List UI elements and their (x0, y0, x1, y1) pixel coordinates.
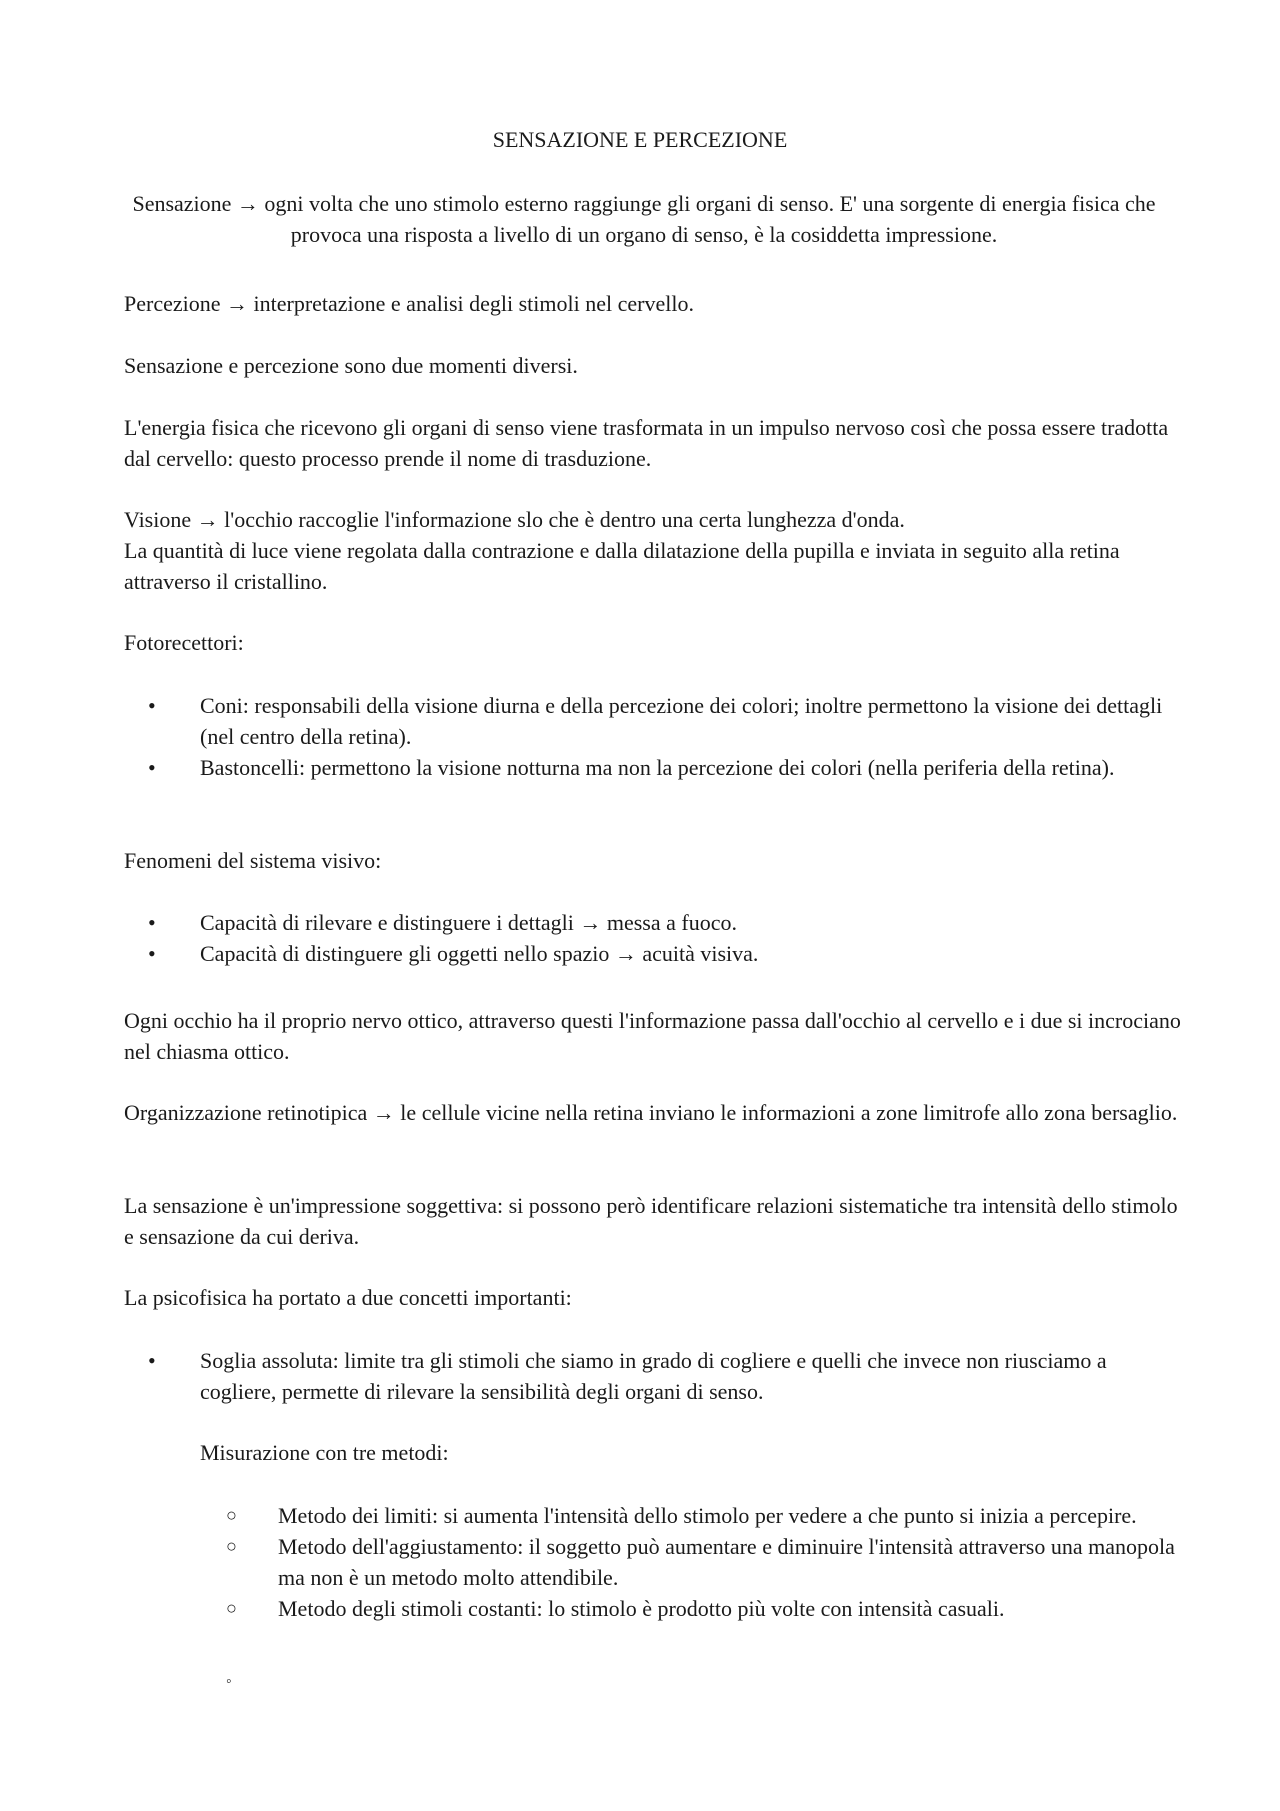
sub-bullet-marker: ○ (226, 1536, 237, 1556)
bullet-marker: • (148, 693, 156, 718)
bullet-marker: • (148, 941, 156, 966)
bullet-marker: • (148, 1348, 156, 1373)
empty-sub-bullet-marker: ◦ (226, 1673, 232, 1690)
heading-fenomeni: Fenomeni del sistema visivo: (124, 848, 382, 873)
list-metodi (200, 1500, 1180, 1624)
list-item (200, 1500, 1180, 1531)
paragraph-trasduzione: L'energia fisica che ricevono gli organi di senso viene trasformata in un impulso nervoso così che possa essere tradotta dal cervello: questo processo prende il nome di trasduzione. (124, 415, 1169, 471)
list-item-text: Capacità di rilevare e distinguere i dettagli → messa a fuoco. (200, 910, 737, 935)
paragraph-soggettiva: La sensazione è un'impressione soggettiva: si possono però identificare relazioni sistematiche tra intensità dello stimolo e sensazione da cui deriva. (124, 1193, 1178, 1249)
list-item (200, 1593, 1180, 1624)
list-item (124, 938, 1184, 969)
paragraph-retinotopica: Organizzazione retinotipica → le cellule vicine nella retina inviano le informazioni a zone limitrofe allo zona bersaglio. (124, 1100, 1178, 1125)
page-title: SENSAZIONE E PERCEZIONE (492, 127, 788, 152)
list-concetti (124, 1345, 1184, 1407)
list-item (124, 907, 1184, 938)
paragraph-nervo-ottico: Ogni occhio ha il proprio nervo ottico, attraverso questi l'informazione passa dall'occhio al cervello e i due si incrociano nel chiasma ottico. (124, 1008, 1181, 1064)
sub-bullet-marker: ○ (226, 1598, 237, 1618)
paragraph-momenti: Sensazione e percezione sono due momenti diversi. (124, 353, 578, 378)
heading-fotorecettori: Fotorecettori: (124, 630, 244, 655)
list-item-text: Metodo dell'aggiustamento: il soggetto può aumentare e diminuire l'intensità attraverso una manopola ma non è un metodo molto attendibile. (278, 1534, 1175, 1590)
list-item (124, 752, 1184, 783)
list-fenomeni (124, 907, 1184, 969)
list-item-text: Metodo dei limiti: si aumenta l'intensità dello stimolo per vedere a che punto si inizia a percepire. (278, 1503, 1137, 1528)
paragraph-misurazione: Misurazione con tre metodi: (200, 1440, 449, 1465)
list-item (124, 690, 1184, 752)
paragraph-psicofisica: La psicofisica ha portato a due concetti importanti: (124, 1285, 572, 1310)
list-fotorecettori (124, 690, 1184, 783)
paragraph-visione-1: Visione → l'occhio raccoglie l'informazione slo che è dentro una certa lunghezza d'onda. (124, 507, 905, 532)
list-item (124, 1345, 1184, 1407)
intro-paragraph: Sensazione → ogni volta che uno stimolo esterno raggiunge gli organi di senso. E' una sorgente di energia fisica che provoca una risposta a livello di un organo di senso, è la cosiddetta impressione. (132, 191, 1156, 247)
list-item-text: Bastoncelli: permettono la visione notturna ma non la percezione dei colori (nella periferia della retina). (200, 755, 1115, 780)
list-item-text: Capacità di distinguere gli oggetti nello spazio → acuità visiva. (200, 941, 759, 966)
list-item-text: Metodo degli stimoli costanti: lo stimolo è prodotto più volte con intensità casuali. (278, 1596, 1005, 1621)
sub-bullet-marker: ○ (226, 1505, 237, 1525)
paragraph-percezione: Percezione → interpretazione e analisi degli stimoli nel cervello. (124, 291, 694, 316)
bullet-marker: • (148, 755, 156, 780)
paragraph-visione-2: La quantità di luce viene regolata dalla contrazione e dalla dilatazione della pupilla e inviata in seguito alla retina attraverso il cristallino. (124, 538, 1120, 594)
list-item-text: Coni: responsabili della visione diurna e della percezione dei colori; inoltre permettono la visione dei dettagli (nel centro della retina). (200, 693, 1163, 749)
bullet-marker: • (148, 910, 156, 935)
list-item (200, 1531, 1180, 1593)
list-item-text: Soglia assoluta: limite tra gli stimoli che siamo in grado di cogliere e quelli che invece non riusciamo a cogliere, permette di rilevare la sensibilità degli organi di senso. (200, 1348, 1107, 1404)
